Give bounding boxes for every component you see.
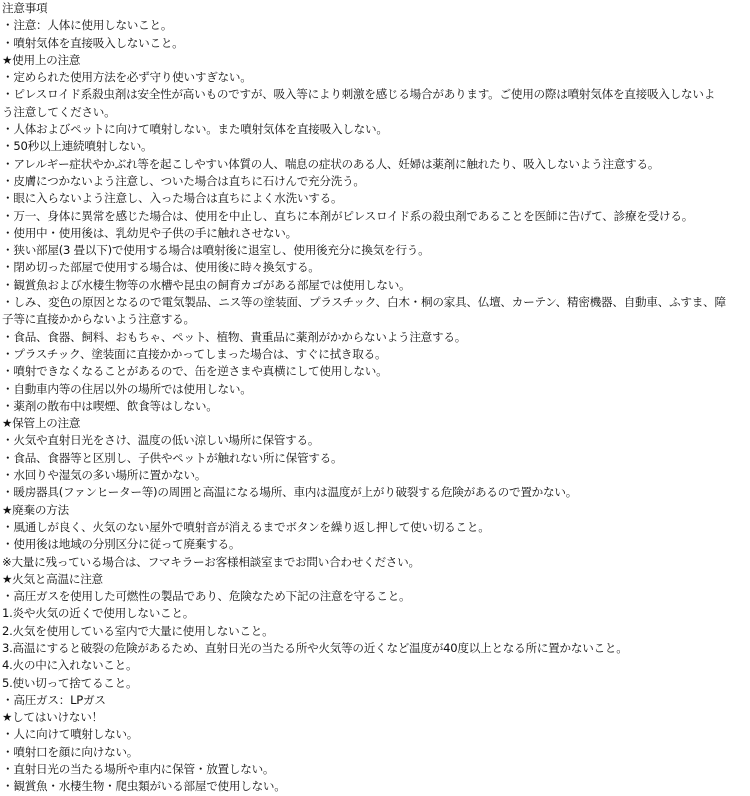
text-line: ・火気や直射日光をさけ、温度の低い涼しい場所に保管する。 — [2, 433, 320, 448]
text-line: ・アレルギー症状やかぶれ等を起こしやすい体質の人、喘息の症状のある人、妊婦は薬剤に触れたり、吸入しないよう注意する。 — [2, 156, 660, 171]
document-body — [2, 0, 746, 796]
text-line: ・使用後は地域の分別区分に従って廃棄する。 — [2, 537, 241, 552]
text-line: ・ピレスロイド系殺虫剤は安全性が高いものですが、吸入等により刺激を感じる場合があります。ご使用の際は噴射気体を直接吸入しないよ — [2, 87, 716, 102]
text-line: ★使用上の注意 — [2, 52, 81, 67]
text-line: ★してはいけない！ — [2, 710, 103, 725]
text-line: ・50秒以上連続噴射しない。 — [2, 139, 153, 154]
text-line: ・使用中・使用後は、乳幼児や子供の手に触れさせない。 — [2, 225, 297, 240]
text-line: ・定められた使用方法を必ず守り使いすぎない。 — [2, 70, 252, 85]
text-line: ・食品、食器等と区別し、子供やペットが触れない所に保管する。 — [2, 450, 343, 465]
text-line: ★火気と高温に注意 — [2, 571, 103, 586]
text-line: 2.火気を使用している室内で大量に使用しないこと。 — [2, 623, 274, 638]
text-line: ・万一、身体に異常を感じた場合は、使用を中止し、直ちに本剤がピレスロイド系の殺虫剤であることを医師に告げて、診療を受ける。 — [2, 208, 694, 223]
text-line: ・高圧ガスを使用した可燃性の製品であり、危険なため下記の注意を守ること。 — [2, 589, 411, 604]
text-line: ・直射日光の当たる場所や車内に保管・放置しない。 — [2, 762, 275, 777]
text-line: ・薬剤の散布中は喫煙、飲食等はしない。 — [2, 398, 218, 413]
text-line: ・人に向けて噴射しない。 — [2, 727, 139, 742]
text-line: ・閉め切った部屋で使用する場合は、使用後に時々換気する。 — [2, 260, 320, 275]
text-line: ※大量に残っている場合は、フマキラーお客様相談室までお問い合わせください。 — [2, 554, 420, 569]
text-line: 4.火の中に入れないこと。 — [2, 658, 138, 673]
text-line: ・風通しが良く、火気のない屋外で噴射音が消えるまでボタンを繰り返し押して使い切ること。 — [2, 519, 490, 534]
text-line: ・噴射気体を直接吸入しないこと。 — [2, 35, 184, 50]
text-line: ★廃棄の方法 — [2, 502, 69, 517]
text-line: ・水回りや湿気の多い場所に置かない。 — [2, 468, 207, 483]
text-line: 子等に直接かからないよう注意する。 — [2, 312, 195, 327]
text-line: ★保管上の注意 — [2, 416, 81, 431]
text-line: ・観賞魚・水棲生物・爬虫類がいる部屋で使用しない。 — [2, 779, 286, 794]
text-line: 注意事項 — [2, 1, 48, 15]
text-line: う注意してください。 — [2, 104, 116, 119]
text-line: 3.高温にすると破裂の危険があるため、直射日光の当たる所や火気等の近くなど温度が40度以上となる所に置かないこと。 — [2, 640, 628, 655]
text-line: ・しみ、変色の原因となるので電気製品、ニス等の塗装面、プラスチック、白木・桐の家具、仏壇、カーテン、精密機器、自動車、ふすま、障 — [2, 295, 726, 310]
text-line: ・眼に入らないよう注意し、入った場合は直ちによく水洗いする。 — [2, 191, 343, 206]
text-line: ・自動車内等の住居以外の場所では使用しない。 — [2, 381, 252, 396]
text-line: 1.炎や火気の近くで使用しないこと。 — [2, 606, 195, 621]
text-line: ・狭い部屋(3 畳以下)で使用する場合は噴射後に退室し、使用後充分に換気を行う。 — [2, 243, 430, 258]
text-line: ・高圧ガス：LPガス — [2, 692, 106, 707]
text-line: ・プラスチック、塗装面に直接かかってしまった場合は、すぐに拭き取る。 — [2, 346, 387, 361]
text-line: ・観賞魚および水棲生物等の水槽や昆虫の飼育カゴがある部屋では使用しない。 — [2, 277, 411, 292]
text-line: 5.使い切って捨てること。 — [2, 675, 138, 690]
text-line: ・注意：人体に使用しないこと。 — [2, 18, 173, 33]
text-line: ・暖房器具(ファンヒーター等)の周囲と高温になる場所、車内は温度が上がり破裂する危険があるので置かない。 — [2, 485, 578, 500]
text-line: ・人体およびペットに向けて噴射しない。また噴射気体を直接吸入しない。 — [2, 122, 388, 137]
text-line: ・食品、食器、飼料、おもちゃ、ペット、植物、貴重品に薬剤がかからないよう注意する。 — [2, 329, 467, 344]
text-line: ・噴射できなくなることがあるので、缶を逆さまや真横にして使用しない。 — [2, 364, 388, 379]
text-line: ・噴射口を顔に向けない。 — [2, 744, 139, 759]
text-line: ・皮膚につかないよう注意し、ついた場合は直ちに石けんで充分洗う。 — [2, 173, 365, 188]
